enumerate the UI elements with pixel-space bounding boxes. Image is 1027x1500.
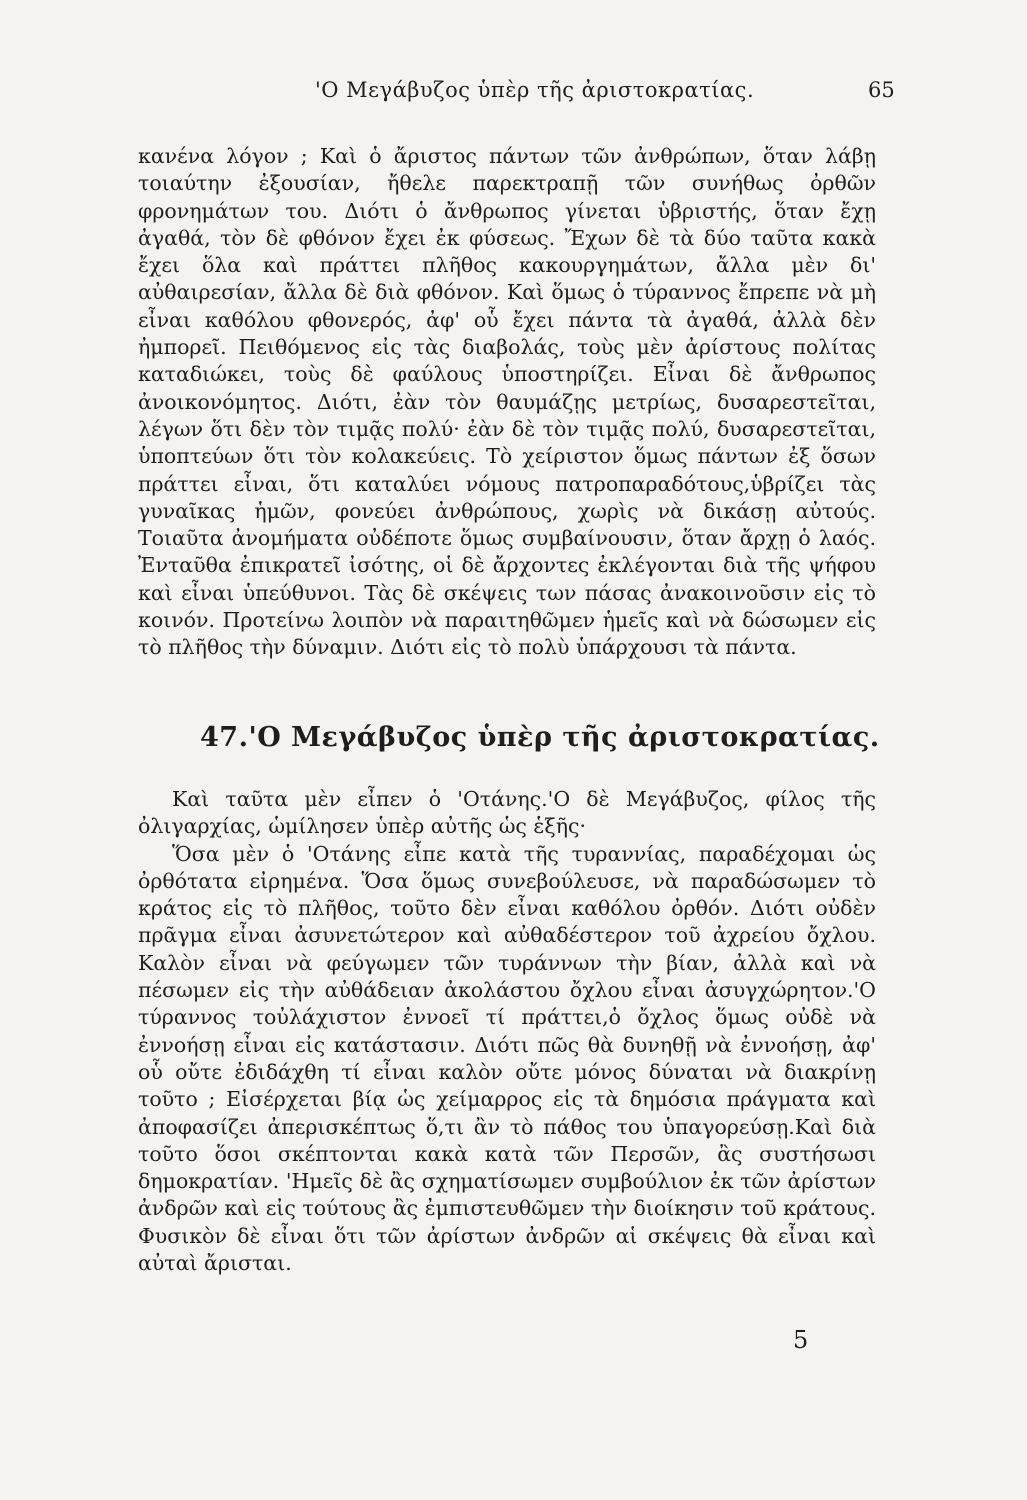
body-text-lower — [138, 786, 876, 1277]
body-paragraph: Ὅσα μὲν ὁ 'Οτάνης εἶπε κατὰ τῆς τυραννίας, παραδέχομαι ὡς ὀρθότατα εἰρημένα. Ὅσα ὅμως συνεβούλευσε, νὰ παραδώσωμεν τὸ κράτος εἰς τὸ πλῆθος, τοῦτο δὲν εἶναι καθόλου ὀρθόν. Διότι οὐδὲν πρᾶγμα εἶναι ἀσυνετώτερον καὶ αὐθαδέστερον τοῦ ἀχρείου ὄχλου. Καλὸν εἶναι νὰ φεύγωμεν τῶν τυράννων τὴν βίαν, ἀλλὰ καὶ νὰ πέσωμεν εἰς τὴν αὐθάδειαν ἀκολάστου ὄχλου εἶναι ἀσυγχώρητον.'Ο τύραννος τοὐλάχιστον ἐννοεῖ τί πράττει,ὁ ὄχλος ὅμως οὐδὲ νὰ ἐννοήσῃ εἶναι εἰς κατάστασιν. Διότι πῶς θὰ δυνηθῇ νὰ ἐννοήσῃ, ἀφ' οὗ οὔτε ἐδιδάχθη τί εἶναι καλὸν οὔτε μόνος δύναται νὰ διακρίνῃ τοῦτο ; Εἰσέρχεται βίᾳ ὡς χείμαρρος εἰς τὰ δημόσια πράγματα καὶ ἀποφασίζει ἀπερισκέπτως ὅ,τι ἂν τὸ πάθος του ὑπαγορεύσῃ.Καὶ διὰ τοῦτο ὅσοι σκέπτονται κακὰ κατὰ τῶν Περσῶν, ἂς συστήσωσι δημοκρατίαν. 'Ημεῖς δὲ ἂς σχηματίσωμεν συμβούλιον ἐκ τῶν ἀρίστων ἀνδρῶν καὶ εἰς τούτους ἂς ἐμπιστευθῶμεν τὴν διοίκησιν τοῦ κράτους. Φυσικὸν δὲ εἶναι ὅτι τῶν ἀρίστων ἀνδρῶν αἱ σκέψεις θὰ εἶναι καὶ αὐταὶ ἄρισται. — [138, 841, 876, 1276]
running-title: 'Ο Μεγάβυζος ὑπὲρ τῆς ἀριστοκρατίας. — [315, 78, 755, 102]
body-text-upper — [138, 143, 876, 662]
section-heading: 47.'Ο Μεγάβυζος ὑπὲρ τῆς ἀριστοκρατίας. — [200, 722, 880, 753]
signature-mark: 5 — [793, 1326, 809, 1354]
body-paragraph: Καὶ ταῦτα μὲν εἶπεν ὁ 'Οτάνης.'Ο δὲ Μεγάβυζος, φίλος τῆς ὀλιγαρχίας, ὡμίλησεν ὑπὲρ αὐτῆς ὡς ἑξῆς· — [138, 787, 876, 839]
page-number: 65 — [868, 78, 895, 102]
body-paragraph: κανένα λόγον ; Καὶ ὁ ἄριστος πάντων τῶν ἀνθρώπων, ὅταν λάβῃ τοιαύτην ἐξουσίαν, ἤθελε παρεκτραπῇ τῶν συνήθως ὀρθῶν φρονημάτων του. Διότι ὁ ἄνθρωπος γίνεται ὑβριστής, ὅταν ἔχῃ ἀγαθά, τὸν δὲ φθόνον ἔχει ἐκ φύσεως. Ἔχων δὲ τὰ δύο ταῦτα κακὰ ἔχει ὅλα καὶ πράττει πλῆθος κακουργημάτων, ἄλλα μὲν δι' αὐθαιρεσίαν, ἄλλα δὲ διὰ φθόνον. Καὶ ὅμως ὁ τύραννος ἔπρεπε νὰ μὴ εἶναι καθόλου φθονερός, ἀφ' οὗ ἔχει πάντα τὰ ἀγαθά, ἀλλὰ δὲν ἠμπορεῖ. Πειθόμενος εἰς τὰς διαβολάς, τοὺς μὲν ἀρίστους πολίτας καταδιώκει, τοὺς δὲ φαύλους ὑποστηρίζει. Εἶναι δὲ ἄνθρωπος ἀνοικονόμητος. Διότι, ἐὰν τὸν θαυμάζῃς μετρίως, δυσαρεστεῖται, λέγων ὅτι δὲν τὸν τιμᾷς πολύ· ἐὰν δὲ τὸν τιμᾷς πολύ, δυσαρεστεῖται, ὑποπτεύων ὅτι τὸν κολακεύεις. Τὸ χείριστον ὅμως πάντων ἐξ ὅσων πράττει εἶναι, ὅτι καταλύει νόμους πατροπαραδότους,ὑβρίζει τὰς γυναῖκας ἡμῶν, φονεύει ἀνθρώπους, χωρὶς νὰ δικάσῃ αὐτούς. Τοιαῦτα ἀνομήματα οὐδέποτε ὅμως συμβαίνουσιν, ὅταν ἄρχῃ ὁ λαός. Ἐνταῦθα ἐπικρατεῖ ἰσότης, οἱ δὲ ἄρχοντες ἐκλέγονται διὰ τῆς ψήφου καὶ εἶναι ὑπεύθυνοι. Τὰς δὲ σκέψεις των πάσας ἀνακοινοῦσιν εἰς τὸ κοινόν. Προτείνω λοιπὸν νὰ παραιτηθῶμεν ἡμεῖς καὶ νὰ δώσωμεν εἰς τὸ πλῆθος τὴν δύναμιν. Διότι εἰς τὸ πολὺ ὑπάρχουσι τὰ πάντα. — [138, 144, 876, 660]
page-header — [0, 78, 1027, 108]
